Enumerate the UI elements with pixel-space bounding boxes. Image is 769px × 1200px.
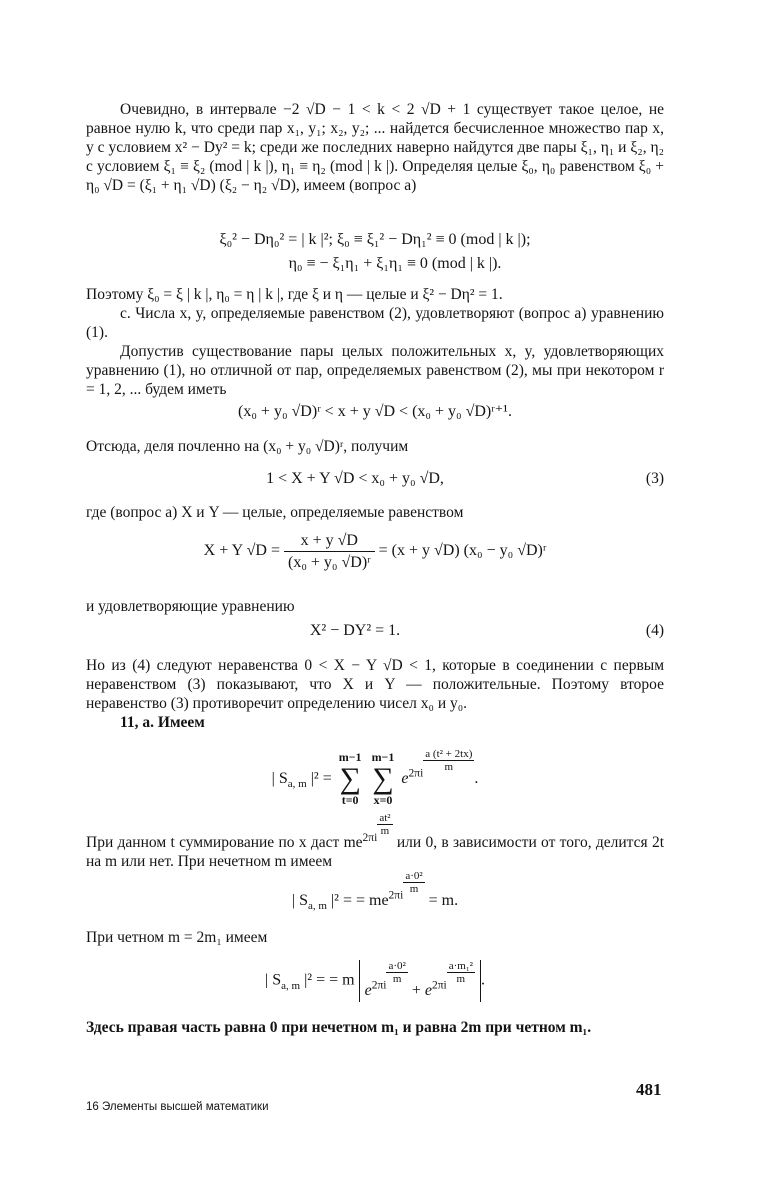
given-t-end: или 0, в зависимости от того, делится 2t на m или нет. При нечетном m имеем [86,834,665,870]
odd-exp-numerator: a·0² [405,870,423,882]
odd-lhs-subscript: a, m [307,900,327,913]
given-t-start: При данном t суммирование по x даст me [86,834,363,851]
odd-lhs-end: |² = [326,892,352,909]
equation-3: 1 < X + Y √D < x₀ + y₀ √D, [266,470,444,487]
but-paragraph [86,656,664,732]
even-exp-base-1: e [364,982,372,999]
even-exp-denominator-1: m [392,973,402,985]
even-lhs-start: | S [265,971,282,989]
given-t-text [86,812,664,871]
even-lhs-end: |² = [300,971,326,989]
odd-rhs-end: = m. [428,892,459,909]
equation-xy-lhs: X + Y √D = [203,542,280,560]
equation-odd-m [86,870,664,912]
intro-text: Очевидно, в интервале −2 √D − 1 < k < 2 √D + 1 существует такое целое, не равное нулю k, что среди пар x₁, y₁; x₂, y₂; ... найдется бесчисленное множество пар x, y с условием x² − Dy² = k; среди же последних наверно найдутся две пары ξ₁, η₁ и ξ₂, η₂ с условием ξ₁ ≡ ξ₂ (mod | k |), η₁ ≡ η₂ (mod | k |). Определяя целые ξ₀, η₀ равенством ξ₀ + η₀ √D = (ξ₁ + η₁ √D) (ξ₂ − η₂ √D), имеем (вопрос а) [86,101,664,194]
page-number: 481 [636,1080,662,1099]
equation-4: X² − DY² = 1. [309,622,401,639]
even-m-paragraph [86,928,664,947]
equation-4-number: (4) [645,622,664,639]
even-exp-fraction-1 [386,960,407,985]
odd-exp-denominator: m [409,883,419,895]
sum-t-lower: t=0 [341,793,359,808]
s-lhs-subscript: a, m [287,778,307,791]
sigma-symbol: ∑ [339,762,361,796]
even-exp-denominator-2: m [456,973,466,985]
exp-denominator: m [444,761,454,773]
satisfy-text: и удовлетворяющие уравнению [86,598,295,615]
s-lhs-end: |² = [306,770,332,787]
equation-xy-rhs: = (x + y √D) (x₀ − y₀ √D)ʳ [378,542,547,560]
where-paragraph [86,503,664,522]
equation-xy [86,530,664,573]
plus-sign: + [411,982,421,999]
satisfy-paragraph [86,597,664,616]
given-t-exp-numerator: at² [379,812,391,824]
final-paragraph [86,1018,664,1037]
exp-base: e [401,770,409,787]
odd-exp-factor: 2πi [388,889,404,902]
even-exp-numerator-2: a·m₁² [448,960,473,972]
footer-signature: 16 Элементы высшей математики [86,1101,269,1113]
even-lhs-subscript: a, m [281,979,301,992]
intro-paragraph [86,100,664,195]
odd-rhs-start: = me [355,892,389,909]
sum-over-t [339,751,362,807]
equation-xy-numerator: x + y √D [284,530,375,552]
given-t-exp-fraction [377,812,392,837]
given-t-exp-denominator: m [380,825,390,837]
given-t-paragraph [86,812,664,871]
even-exp-fraction-2 [447,960,475,985]
divide-paragraph [86,437,664,456]
exp-numerator: a (t² + 2tx) [425,748,473,760]
even-rhs-start: = m [329,971,355,989]
exp-fraction [423,748,474,773]
equation-xy-fraction [284,530,375,573]
sum-t-upper: m−1 [338,750,362,765]
given-t-exp-factor: 2πi [362,831,378,844]
but-text: Но из (4) следуют неравенства 0 < X − Y √D < 1, которые в соединении с первым неравенством (3) показывают, что X и Y — положительные. Поэтому второе неравенство (3) противоречит определению чисел x₀ и y₀. [86,657,664,712]
equation-xi0: ξ₀² − Dη₀² = | k |²; ξ₀ ≡ ξ₁² − Dη₁² ≡ 0 (mod | k |); [219,231,531,248]
even-exp-base-2: e [424,982,432,999]
inequality-r: (x₀ + y₀ √D)ʳ < x + y √D < (x₀ + y₀ √D)ʳ⁺¹. [238,403,512,420]
sum-over-x [372,751,395,807]
part-c-text: с. Числа x, y, определяемые равенством (2), удовлетворяют (вопрос а) уравнению (1). [86,305,664,341]
even-exp-numerator-1: a·0² [388,960,406,972]
equation-s-sum: | $S_{a, m}$ |² = m−1 ∑ t=0 m−1 ∑ x=0 $e^{2\pi i}$ $\frac{\text{a (t² + 2tx)}}{m}$ . [271,748,479,808]
assumption-text: Допустив существование пары целых положительных x, y, удовлетворяющих уравнению (1), но отличной от пар, определяемых равенством (2), мы при некотором r = 1, 2, ... будем иметь [86,343,664,398]
odd-lhs-start: | S [291,892,308,909]
problem-11-heading: 11, а. Имеем [120,714,205,731]
s-lhs [271,770,332,791]
odd-exp-fraction [403,870,424,895]
final-text: Здесь правая часть равна 0 при нечетном m₁ и равна 2m при четном m₁. [86,1019,592,1036]
exp-factor: 2πi [408,767,424,780]
equation-xy-denominator: (x₀ + y₀ √D)ʳ [287,554,371,571]
equation-even-m: | $S_{a, m}$ |² = = m $e^{2\pi i}$ $\frac{\text{a·0²}}{m}$ + $e^{2\pi i}$ $\frac{\text{a·m₁²}}{m}$ . [86,960,664,1002]
equation-3-number: (3) [645,470,664,487]
absolute-value [359,960,481,1002]
sum-x-lower: x=0 [373,793,393,808]
even-exp-factor-1: 2πi [371,979,387,992]
after-equation-paragraph [86,285,664,399]
even-exp-factor-2: 2πi [431,979,447,992]
after-equation-text: Поэтому ξ₀ = ξ | k |, η₀ = η | k |, где ξ и η — целые и ξ² − Dη² = 1. [86,286,503,303]
where-text: где (вопрос а) X и Y — целые, определяемые равенством [86,504,464,521]
sum-x-upper: m−1 [371,750,395,765]
sigma-symbol: ∑ [372,762,394,796]
divide-text: Отсюда, деля почленно на (x₀ + y₀ √D)ʳ, получим [86,438,409,455]
even-m-text: При четном m = 2m₁ имеем [86,929,268,946]
s-lhs-start: | S [271,770,288,787]
equation-eta0: η₀ ≡ − ξ₁η₁ + ξ₁η₁ ≡ 0 (mod | k |). [288,255,502,272]
